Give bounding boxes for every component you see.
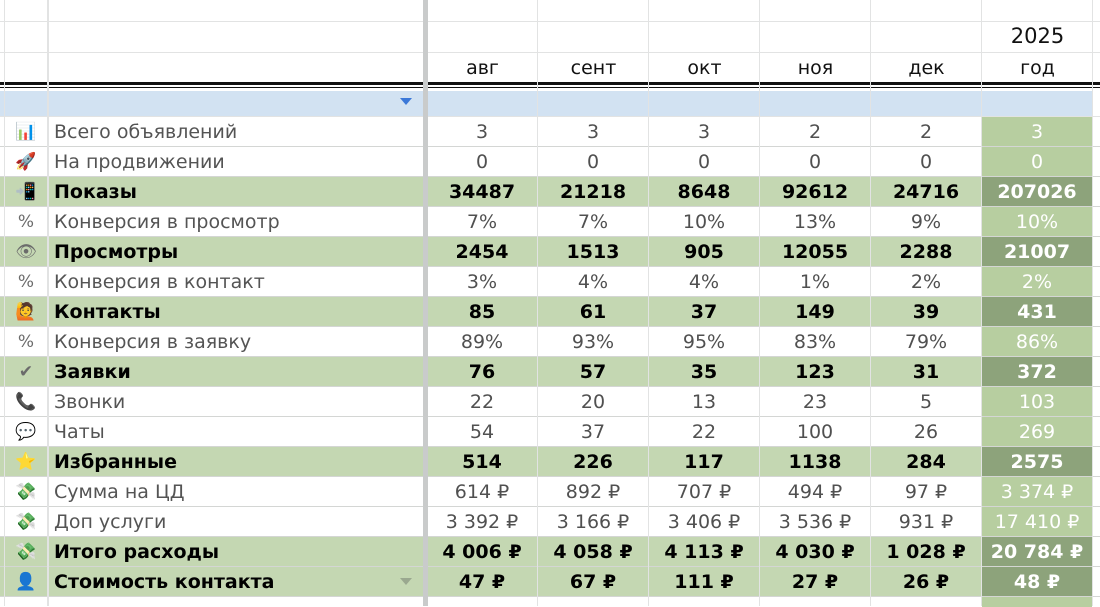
value-cell[interactable]: 37 — [580, 421, 606, 443]
header-separator-thin — [0, 87, 1100, 88]
phone-icon: 📞 — [15, 392, 37, 412]
row-label[interactable]: Заявки — [54, 361, 131, 383]
star-icon: ⭐ — [15, 452, 37, 472]
column-header-dec[interactable]: дек — [908, 57, 945, 79]
value-cell[interactable]: 226 — [573, 451, 613, 473]
value-cell[interactable]: 149 — [795, 301, 835, 323]
year-total-cell[interactable]: 103 — [1018, 391, 1056, 413]
value-cell[interactable]: 57 — [579, 361, 607, 383]
value-cell[interactable]: 27 ₽ — [791, 571, 839, 593]
row-label[interactable]: Стоимость контакта — [54, 571, 275, 593]
rocket-icon: 🚀 — [15, 152, 37, 172]
header-separator — [0, 82, 1100, 85]
row-label[interactable]: Конверсия в контакт — [54, 271, 265, 293]
value-cell[interactable]: 514 — [462, 451, 502, 473]
value-cell[interactable]: 39 — [912, 301, 940, 323]
value-cell[interactable]: 5 — [919, 391, 933, 413]
value-cell[interactable]: 31 — [912, 361, 940, 383]
value-cell[interactable]: 54 — [469, 421, 495, 443]
value-cell[interactable]: 117 — [684, 451, 724, 473]
row-dropdown-icon[interactable] — [400, 578, 412, 585]
value-cell[interactable]: 2454 — [455, 241, 509, 263]
column-header-nov[interactable]: ноя — [797, 57, 834, 79]
year-total-cell[interactable]: 17 410 ₽ — [994, 511, 1080, 533]
grid-line — [0, 21, 1100, 22]
value-cell[interactable]: 0 — [586, 151, 600, 173]
value-cell[interactable]: 2288 — [899, 241, 953, 263]
value-cell[interactable]: 1% — [799, 271, 831, 293]
value-cell[interactable]: 494 ₽ — [787, 481, 843, 503]
filter-row — [0, 91, 1092, 116]
row-label[interactable]: Чаты — [54, 421, 105, 443]
value-cell[interactable]: 284 — [906, 451, 946, 473]
value-cell[interactable]: 0 — [919, 151, 933, 173]
value-cell[interactable]: 61 — [579, 301, 607, 323]
value-cell[interactable]: 3 392 ₽ — [445, 511, 519, 533]
value-cell[interactable]: 3% — [466, 271, 498, 293]
row-label[interactable]: Всего объявлений — [54, 121, 238, 143]
year-total-cell[interactable]: 20 784 ₽ — [990, 541, 1084, 563]
value-cell[interactable]: 20 — [580, 391, 606, 413]
value-cell[interactable]: 7% — [577, 211, 609, 233]
row-label[interactable]: Итого расходы — [54, 541, 220, 563]
value-cell[interactable]: 79% — [904, 331, 948, 353]
year-total-cell[interactable]: 372 — [1017, 361, 1057, 383]
value-cell[interactable]: 0 — [475, 151, 489, 173]
year-header[interactable]: 2025 — [1010, 24, 1065, 48]
value-cell[interactable]: 100 — [796, 421, 834, 443]
value-cell[interactable]: 12055 — [781, 241, 849, 263]
column-header-year[interactable]: год — [1020, 57, 1055, 79]
row-label[interactable]: Контакты — [54, 301, 161, 323]
money-wings-icon: 💸 — [15, 512, 37, 532]
value-cell[interactable]: 93% — [571, 331, 615, 353]
row-label[interactable]: Конверсия в просмотр — [54, 211, 280, 233]
value-cell[interactable]: 1 028 ₽ — [886, 541, 966, 563]
row-label[interactable]: Звонки — [54, 391, 126, 413]
value-cell[interactable]: 4% — [577, 271, 609, 293]
percent-icon: % — [17, 272, 35, 292]
value-cell[interactable]: 7% — [466, 211, 498, 233]
value-cell[interactable]: 92612 — [781, 181, 849, 203]
value-cell[interactable]: 13 — [691, 391, 717, 413]
value-cell[interactable]: 26 ₽ — [902, 571, 950, 593]
row-label[interactable]: Конверсия в заявку — [54, 331, 252, 353]
value-cell[interactable]: 97 ₽ — [904, 481, 948, 503]
value-cell[interactable]: 1513 — [566, 241, 620, 263]
value-cell[interactable]: 76 — [468, 361, 496, 383]
year-total-cell[interactable]: 207026 — [997, 181, 1077, 203]
value-cell[interactable]: 4 058 ₽ — [553, 541, 633, 563]
value-cell[interactable]: 0 — [697, 151, 711, 173]
value-cell[interactable]: 2 — [919, 121, 933, 143]
value-cell[interactable]: 9% — [910, 211, 942, 233]
value-cell[interactable]: 3 166 ₽ — [556, 511, 630, 533]
speech-bubble-icon: 💬 — [15, 422, 37, 442]
row-label[interactable]: Доп услуги — [54, 511, 167, 533]
value-cell[interactable]: 22 — [691, 421, 717, 443]
row-label[interactable]: Сумма на ЦД — [54, 481, 185, 503]
value-cell[interactable]: 2 — [808, 121, 822, 143]
value-cell[interactable]: 4 113 ₽ — [664, 541, 744, 563]
percent-icon: % — [17, 332, 35, 352]
year-total-cell[interactable]: 3 — [1030, 121, 1044, 143]
row-label[interactable]: Избранные — [54, 451, 177, 473]
year-total-cell[interactable]: 2575 — [1010, 451, 1064, 473]
value-cell[interactable]: 3 536 ₽ — [778, 511, 852, 533]
value-cell[interactable]: 83% — [793, 331, 837, 353]
mobile-arrow-icon: 📲 — [15, 182, 37, 202]
value-cell[interactable]: 614 ₽ — [454, 481, 510, 503]
year-total-cell[interactable]: 3 374 ₽ — [1000, 481, 1074, 503]
value-cell[interactable]: 905 — [684, 241, 724, 263]
value-cell[interactable]: 1138 — [788, 451, 842, 473]
value-cell[interactable]: 4 006 ₽ — [442, 541, 522, 563]
raising-hand-icon: 🙋 — [15, 302, 37, 322]
filter-dropdown-icon[interactable] — [400, 98, 412, 105]
value-cell[interactable]: 892 ₽ — [565, 481, 621, 503]
value-cell[interactable]: 47 ₽ — [458, 571, 506, 593]
person-icon: 👤 — [15, 572, 37, 592]
row-label[interactable]: На продвижении — [54, 151, 225, 173]
value-cell[interactable]: 111 ₽ — [674, 571, 734, 593]
year-total-cell[interactable]: 10% — [1015, 211, 1059, 233]
value-cell[interactable]: 931 ₽ — [898, 511, 954, 533]
row-label[interactable]: Показы — [54, 181, 137, 203]
value-cell[interactable]: 2% — [910, 271, 942, 293]
value-cell[interactable]: 34487 — [448, 181, 516, 203]
value-cell[interactable]: 123 — [795, 361, 835, 383]
year-total-cell[interactable]: 48 ₽ — [1013, 571, 1061, 593]
value-cell[interactable]: 4 030 ₽ — [775, 541, 855, 563]
value-cell[interactable]: 10% — [682, 211, 726, 233]
value-cell[interactable]: 8648 — [677, 181, 731, 203]
value-cell[interactable]: 67 ₽ — [569, 571, 617, 593]
value-cell[interactable]: 3 — [697, 121, 711, 143]
column-header-aug[interactable]: авг — [466, 57, 499, 79]
year-total-cell[interactable]: 431 — [1017, 301, 1057, 323]
value-cell[interactable]: 26 — [913, 421, 939, 443]
value-cell[interactable]: 24716 — [892, 181, 960, 203]
column-header-oct[interactable]: окт — [687, 57, 722, 79]
value-cell[interactable]: 37 — [690, 301, 718, 323]
bar-chart-icon: 📊 — [15, 122, 37, 142]
grid-line — [0, 52, 1100, 53]
year-total-cell[interactable]: 86% — [1015, 331, 1059, 353]
value-cell[interactable]: 95% — [682, 331, 726, 353]
year-total-cell[interactable]: 0 — [1030, 151, 1044, 173]
value-cell[interactable]: 3 — [475, 121, 489, 143]
value-cell[interactable]: 3 — [586, 121, 600, 143]
value-cell[interactable]: 35 — [690, 361, 718, 383]
value-cell[interactable]: 23 — [802, 391, 828, 413]
value-cell[interactable]: 707 ₽ — [676, 481, 732, 503]
year-total-cell[interactable]: 269 — [1018, 421, 1056, 443]
value-cell[interactable]: 21218 — [559, 181, 627, 203]
value-cell[interactable]: 85 — [468, 301, 496, 323]
value-cell[interactable]: 0 — [808, 151, 822, 173]
percent-icon: % — [17, 212, 35, 232]
year-total-cell[interactable]: 2% — [1021, 271, 1053, 293]
check-mark-icon: ✔ — [18, 362, 34, 382]
value-cell[interactable]: 3 406 ₽ — [667, 511, 741, 533]
value-cell[interactable]: 13% — [793, 211, 837, 233]
column-header-sep[interactable]: сент — [570, 57, 617, 79]
money-wings-icon: 💸 — [15, 482, 37, 502]
value-cell[interactable]: 4% — [688, 271, 720, 293]
eye-icon: 👁 — [15, 242, 37, 262]
value-cell[interactable]: 89% — [460, 331, 504, 353]
value-cell[interactable]: 22 — [469, 391, 495, 413]
grid-line — [1092, 0, 1093, 606]
row-label[interactable]: Просмотры — [54, 241, 179, 263]
year-total-cell[interactable]: 21007 — [1003, 241, 1071, 263]
money-wings-icon: 💸 — [15, 542, 37, 562]
